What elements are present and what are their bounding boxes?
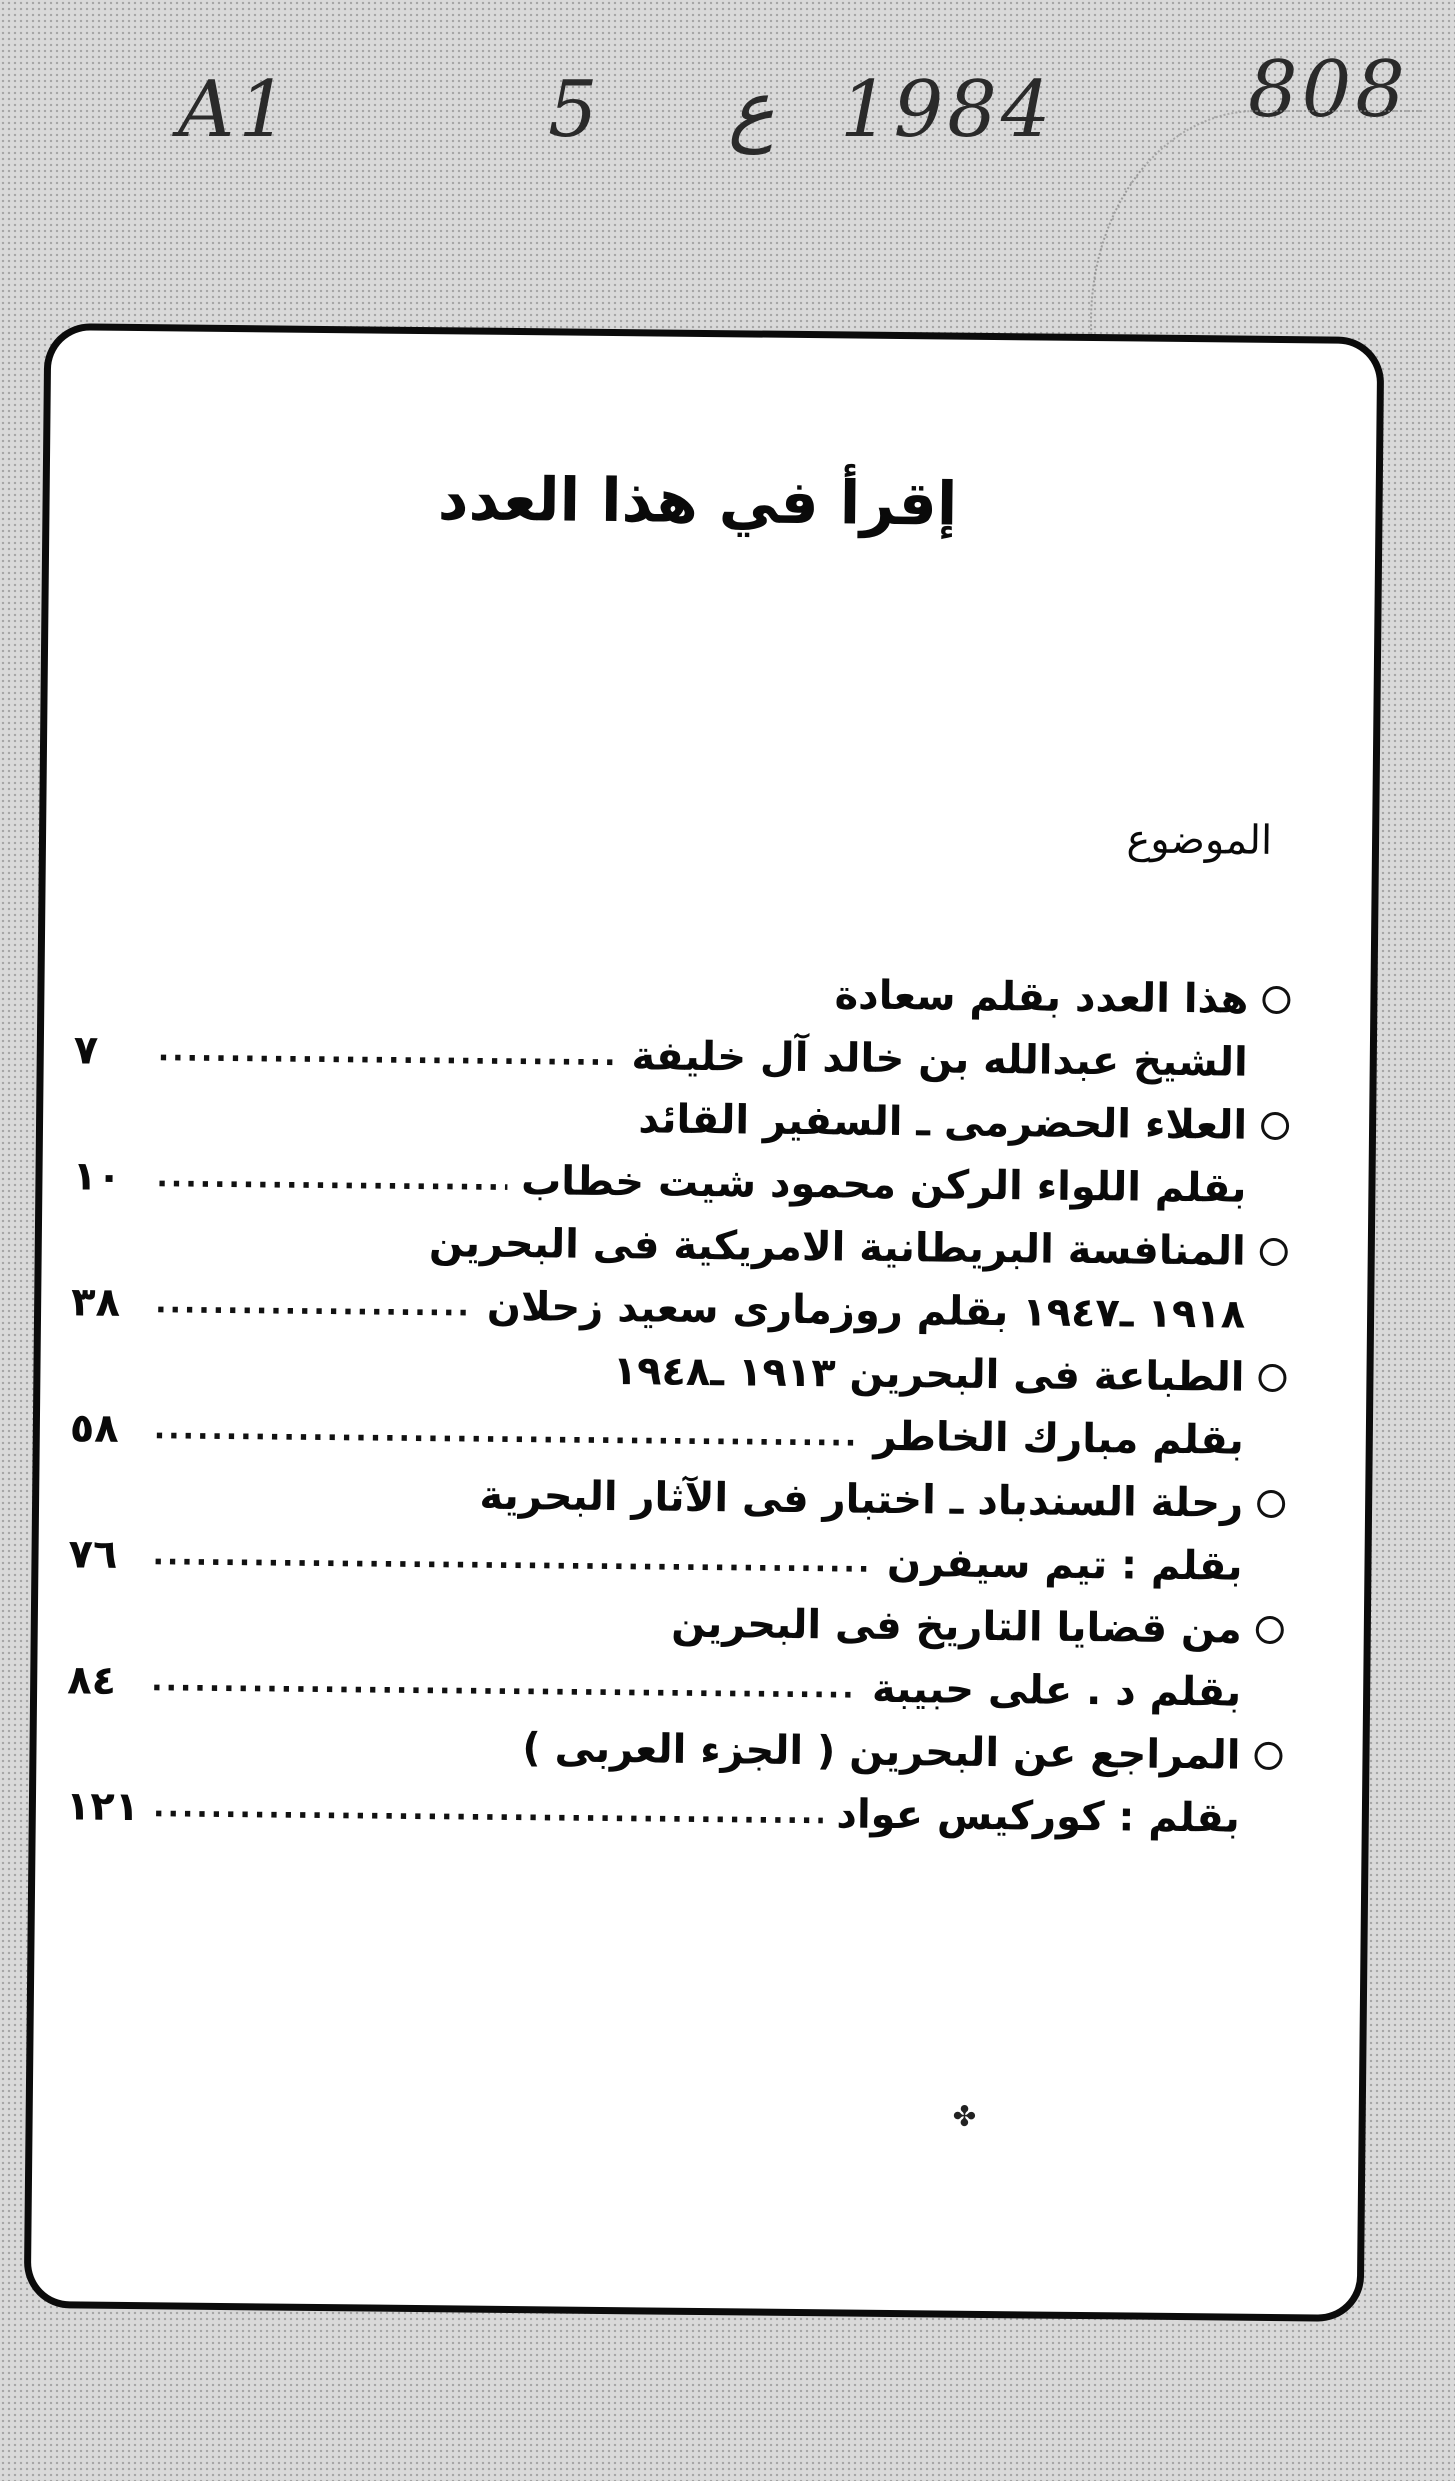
dot-leader <box>158 1027 618 1080</box>
toc-entry <box>71 1207 1288 1346</box>
toc-entry-page-number: ٣٨ <box>70 1278 121 1326</box>
handwritten-note-number: 808 <box>1248 45 1409 135</box>
dot-leader <box>156 1153 507 1205</box>
toc-entry <box>66 1711 1283 1850</box>
toc-entry-byline: بقلم : كوركيس عواد <box>836 1790 1241 1842</box>
page-title: إقرأ في هذا العدد <box>437 464 958 540</box>
toc-entry-title: المراجع عن البحرين ( الجزء العربى ) <box>522 1724 1241 1779</box>
hollow-circle-bullet-icon <box>1258 1363 1286 1391</box>
hollow-circle-bullet-icon <box>1261 1111 1289 1139</box>
dot-leader <box>154 1405 860 1460</box>
toc-entry-page-number: ٨٤ <box>66 1656 117 1704</box>
toc-entry-byline: بقلم اللواء الركن محمود شيت خطاب <box>520 1157 1247 1212</box>
toc-entry-title: من قضايا التاريخ فى البحرين <box>671 1600 1243 1653</box>
dot-leader <box>155 1279 473 1330</box>
toc-entry-byline: بقلم : تيم سيفرن <box>886 1539 1243 1590</box>
toc-entry-byline-line <box>66 1774 1283 1850</box>
toc-entry-title: هذا العدد بقلم سعادة <box>834 971 1249 1023</box>
handwritten-note-code: A1 <box>178 65 292 155</box>
hollow-circle-bullet-icon <box>1254 1741 1282 1769</box>
toc-entry-title: العلاء الحضرمى ـ السفير القائد <box>638 1095 1248 1149</box>
ornament-icon: ✤ <box>952 2099 977 2133</box>
toc-entry <box>70 1333 1287 1472</box>
hollow-circle-bullet-icon <box>1256 1615 1284 1643</box>
toc-entry-page-number: ١٠ <box>72 1152 122 1200</box>
toc-entry-page-number: ١٢١ <box>65 1782 140 1830</box>
toc-entry-page-number: ٥٨ <box>69 1404 119 1452</box>
handwritten-note-issue: 5 <box>548 65 602 155</box>
toc-entry-page-number: ٧٦ <box>68 1530 118 1578</box>
toc-entry-byline: بقلم د . على حبيبة <box>871 1665 1242 1716</box>
hollow-circle-bullet-icon <box>1257 1489 1285 1517</box>
hollow-circle-bullet-icon <box>1260 1237 1288 1265</box>
toc-entry-title: الطباعة فى البحرين ١٩١٣ ـ١٩٤٨ <box>612 1347 1245 1401</box>
contents-card <box>24 323 1385 2322</box>
toc-entry-byline: ١٩١٨ ـ١٩٤٧ بقلم روزمارى سعيد زحلان <box>486 1283 1246 1338</box>
handwritten-note-year: 1984 <box>840 65 1055 155</box>
toc-entry-byline: الشيخ عبدالله بن خالد آل خليفة <box>631 1032 1248 1086</box>
toc-entry <box>72 1081 1289 1220</box>
handwritten-note-letter: ع <box>728 65 775 155</box>
toc-entry <box>73 955 1290 1094</box>
toc-entry-title: رحلة السندباد ـ اختبار فى الآثار البحرية <box>479 1472 1244 1527</box>
table-of-contents <box>66 955 1291 1850</box>
toc-entry <box>67 1585 1284 1724</box>
section-label: الموضوع <box>1126 816 1273 864</box>
dot-leader <box>153 1783 823 1838</box>
toc-entry-title: المنافسة البريطانية الامريكية فى البحرين <box>428 1219 1247 1275</box>
hollow-circle-bullet-icon <box>1262 985 1290 1013</box>
toc-entry-page-number: ٧ <box>73 1026 99 1074</box>
dot-leader <box>151 1657 858 1712</box>
toc-entry <box>68 1459 1285 1598</box>
dot-leader <box>152 1531 873 1587</box>
toc-entry-byline: بقلم مبارك الخاطر <box>873 1413 1245 1464</box>
